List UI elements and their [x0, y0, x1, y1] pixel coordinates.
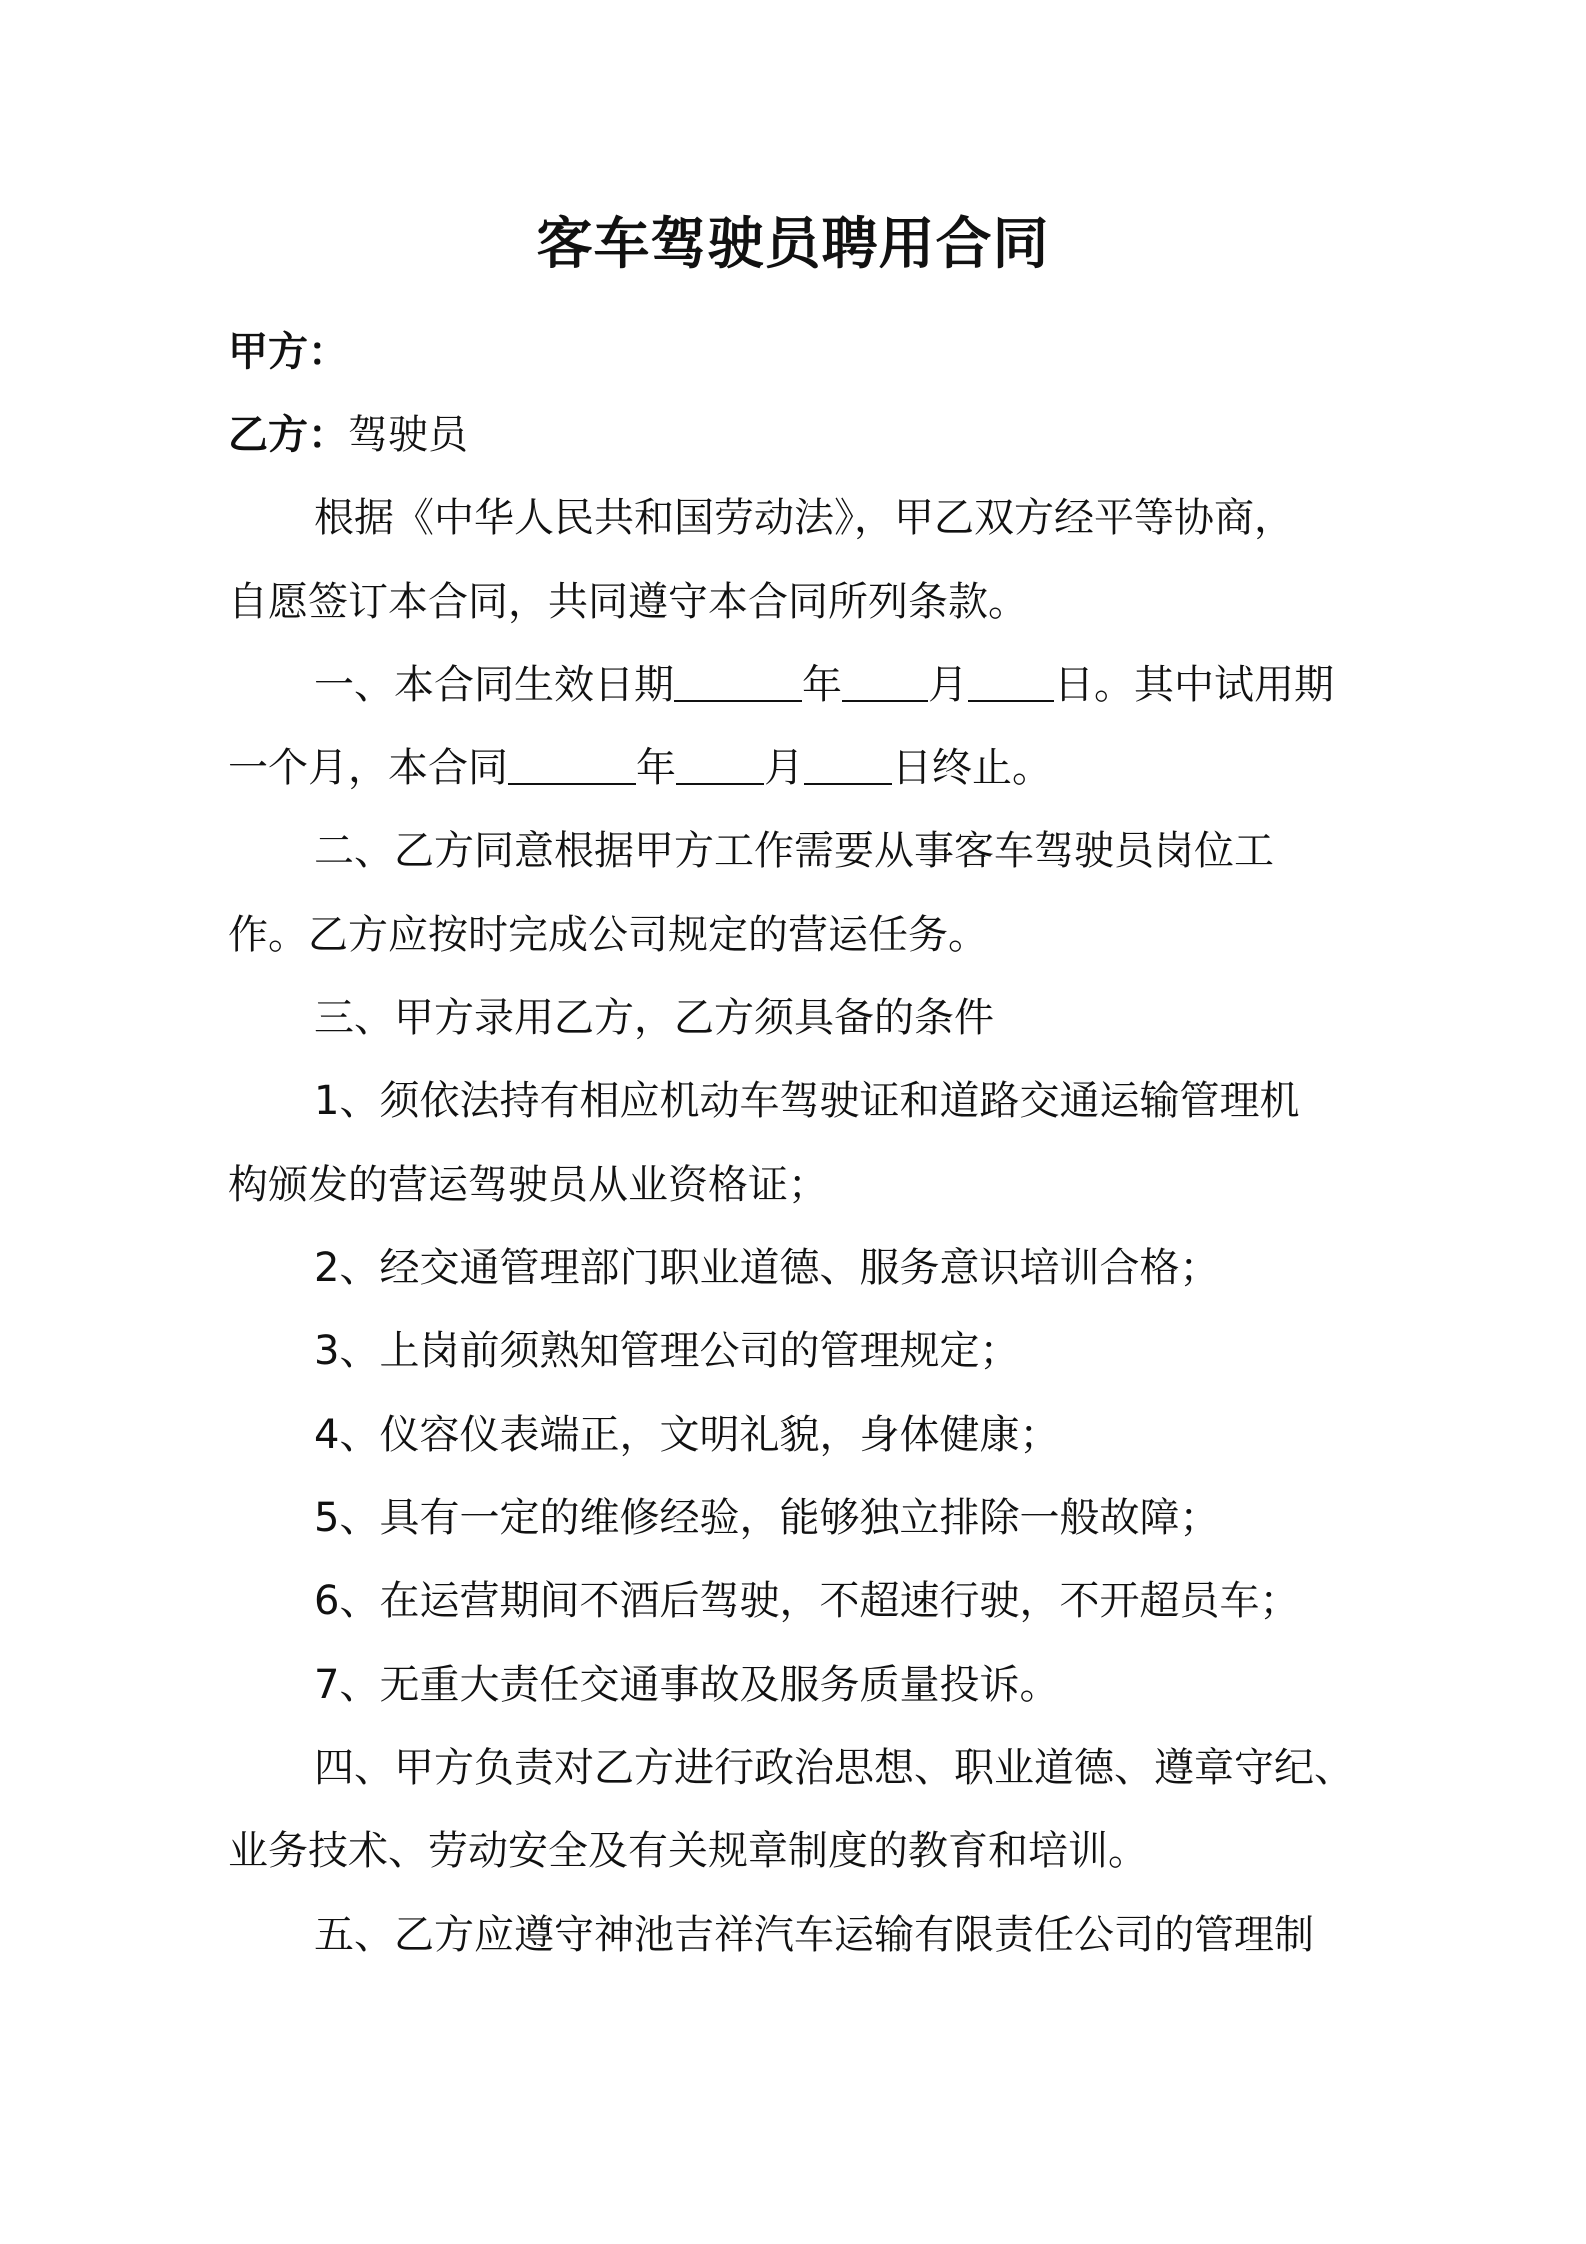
effective-year-blank[interactable]: [674, 656, 802, 702]
clause4-line-1: 四、甲方负责对乙方进行政治思想、职业道德、遵章守纪、: [314, 1745, 1354, 1791]
item5-line: 5、具有一定的维修经验，能够独立排除一般故障；: [314, 1495, 1220, 1541]
party-b-value: 驾驶员: [348, 412, 468, 458]
clause3-line: 三、甲方录用乙方，乙方须具备的条件: [314, 995, 994, 1041]
effective-day-blank[interactable]: [968, 656, 1054, 702]
item3-line: 3、上岗前须熟知管理公司的管理规定；: [314, 1328, 1020, 1374]
intro-line-2: 自愿签订本合同，共同遵守本合同所列条款。: [228, 579, 1028, 625]
clause1-term-label: 一个月，本合同: [228, 745, 508, 791]
document-title: 客车驾驶员聘用合同: [536, 212, 1050, 277]
clause2-line-2: 作。乙方应按时完成公司规定的营运任务。: [228, 912, 988, 958]
party-b-line: [228, 405, 1378, 465]
clause5-line-1: 五、乙方应遵守神池吉祥汽车运输有限责任公司的管理制: [314, 1912, 1314, 1958]
item1-line-2: 构颁发的营运驾驶员从业资格证；: [228, 1162, 828, 1208]
end-month-blank[interactable]: [676, 739, 764, 785]
clause1-line-2: [228, 738, 1378, 798]
clause4-line-2: 业务技术、劳动安全及有关规章制度的教育和培训。: [228, 1828, 1148, 1874]
end-month-label: 月: [764, 745, 804, 791]
clause1-end-text: 日终止。: [892, 745, 1052, 791]
item2-line: 2、经交通管理部门职业道德、服务意识培训合格；: [314, 1245, 1220, 1291]
end-day-blank[interactable]: [804, 739, 892, 785]
party-b-label: 乙方：: [228, 412, 348, 458]
clause1-line-1: [228, 655, 1464, 715]
intro-line-1: 根据《中华人民共和国劳动法》，甲乙双方经平等协商，: [314, 495, 1294, 541]
effective-month-blank[interactable]: [842, 656, 928, 702]
party-a-line: 甲方：: [228, 329, 348, 375]
month-label: 月: [928, 662, 968, 708]
item6-line: 6、在运营期间不酒后驾驶，不超速行驶，不开超员车；: [314, 1578, 1300, 1624]
item1-line-1: 1、须依法持有相应机动车驾驶证和道路交通运输管理机: [314, 1078, 1300, 1124]
item4-line: 4、仪容仪表端正，文明礼貌，身体健康；: [314, 1412, 1060, 1458]
item7-line: 7、无重大责任交通事故及服务质量投诉。: [314, 1662, 1060, 1708]
end-year-blank[interactable]: [508, 739, 636, 785]
year-label: 年: [802, 662, 842, 708]
clause2-line-1: 二、乙方同意根据甲方工作需要从事客车驾驶员岗位工: [314, 828, 1274, 874]
clause1-effective-label: 一、本合同生效日期: [314, 662, 674, 708]
clause1-trial-text: 日。其中试用期: [1054, 662, 1334, 708]
end-year-label: 年: [636, 745, 676, 791]
